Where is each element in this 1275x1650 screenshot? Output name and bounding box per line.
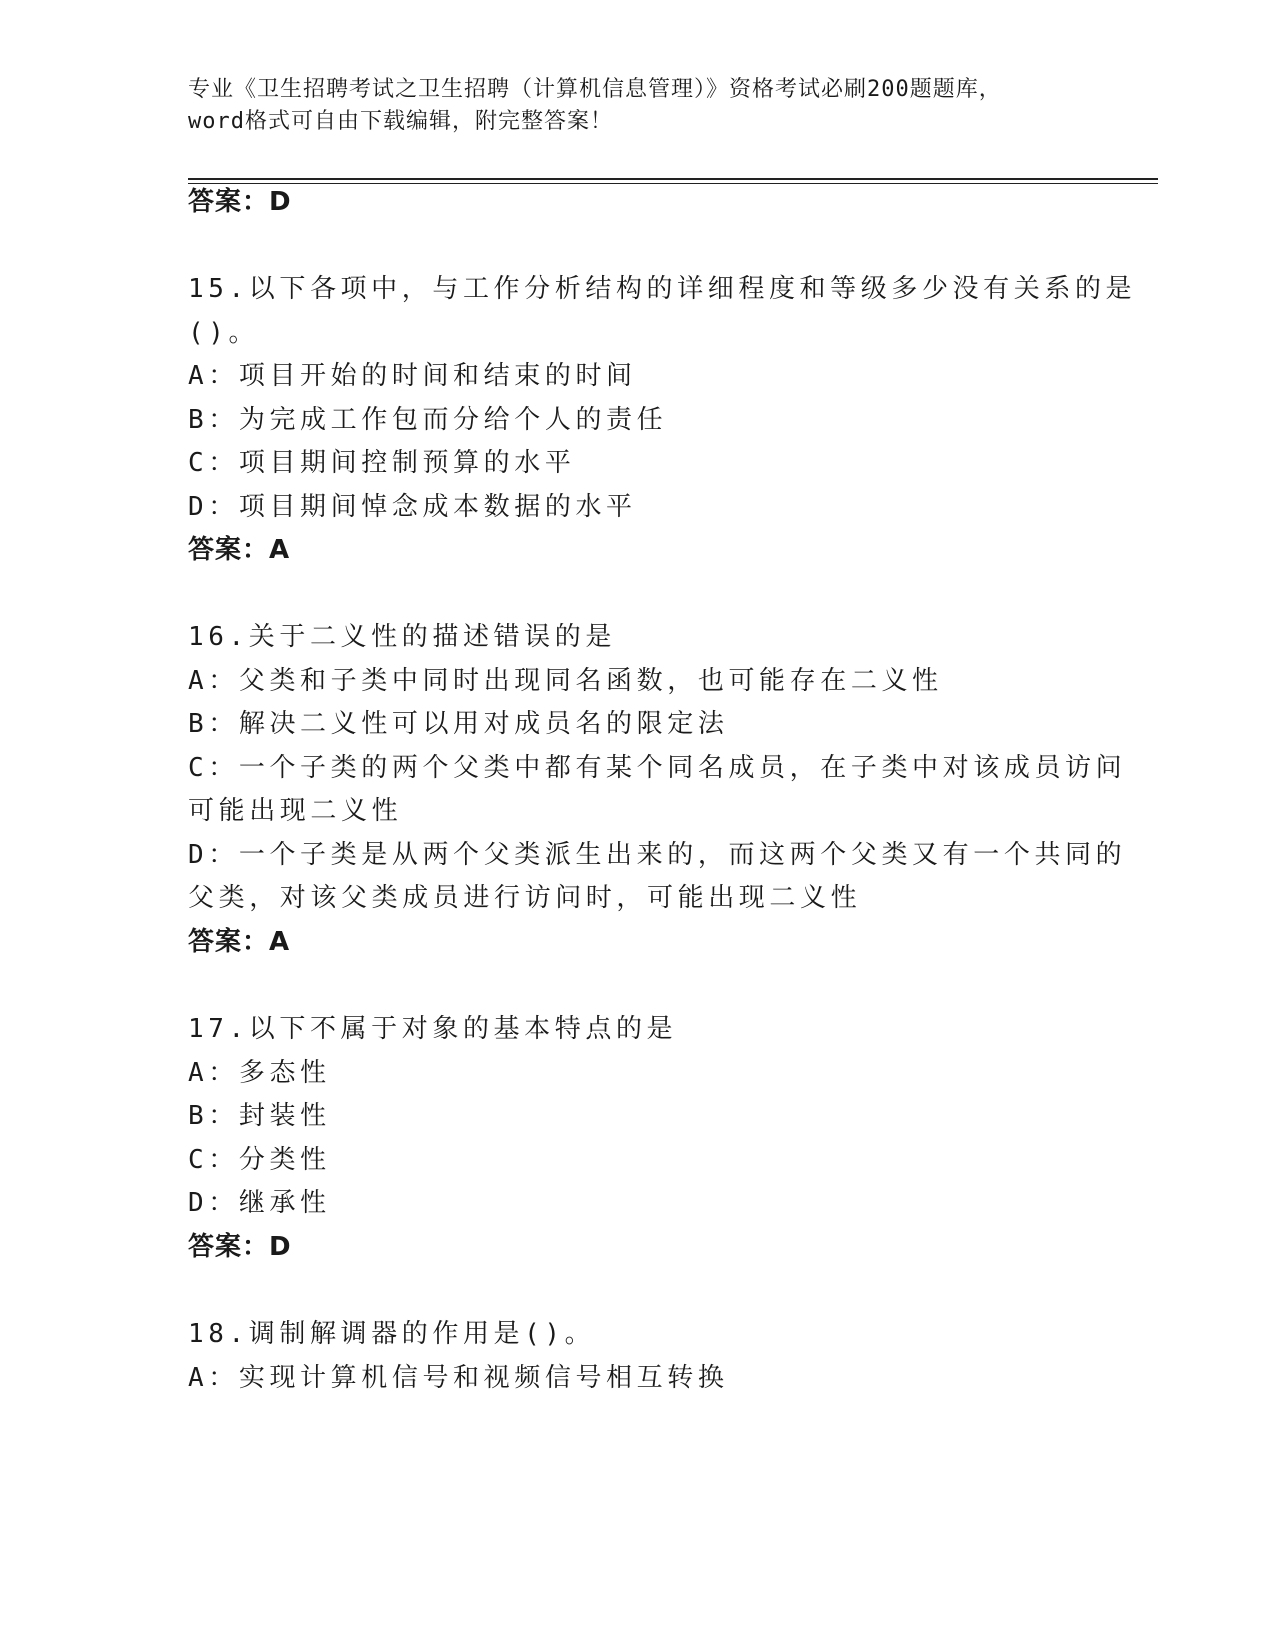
q15-stem-line-2: ()。	[188, 318, 260, 348]
q16-stem: 16.关于二义性的描述错误的是	[188, 622, 616, 652]
q16-option-b: B：解决二义性可以用对成员名的限定法	[188, 709, 729, 739]
header-line-2: word格式可自由下载编辑，附完整答案！	[188, 109, 613, 134]
q16-answer: 答案：A	[188, 927, 291, 957]
q16-option-c-line-2: 可能出现二义性	[188, 796, 403, 826]
header-line-1: 专业《卫生招聘考试之卫生招聘（计算机信息管理）》资格考试必刷200题题库，	[188, 77, 1002, 102]
q15-option-c: C：项目期间控制预算的水平	[188, 448, 576, 478]
previous-answer: 答案：D	[188, 187, 292, 217]
q17-option-d: D：继承性	[188, 1188, 331, 1218]
q15-option-d: D：项目期间悼念成本数据的水平	[188, 492, 637, 522]
q15-option-b: B：为完成工作包而分给个人的责任	[188, 405, 668, 435]
q18-stem: 18.调制解调器的作用是()。	[188, 1319, 596, 1349]
q16-option-d-line-1: D：一个子类是从两个父类派生出来的，而这两个父类又有一个共同的	[188, 840, 1127, 870]
q15-option-a: A：项目开始的时间和结束的时间	[188, 361, 637, 391]
q16-option-d-line-2: 父类，对该父类成员进行访问时，可能出现二义性	[188, 883, 862, 913]
q17-stem: 17.以下不属于对象的基本特点的是	[188, 1014, 678, 1044]
q16-option-a: A：父类和子类中同时出现同名函数，也可能存在二义性	[188, 666, 943, 696]
q17-option-a: A：多态性	[188, 1058, 331, 1088]
header-rule-thin	[188, 183, 1158, 184]
q17-option-c: C：分类性	[188, 1145, 331, 1175]
document-header	[188, 74, 1088, 138]
q17-option-b: B：封装性	[188, 1101, 331, 1131]
q17-answer: 答案：D	[188, 1232, 292, 1262]
q18-option-a: A：实现计算机信号和视频信号相互转换	[188, 1363, 729, 1393]
q15-answer: 答案：A	[188, 535, 291, 565]
q16-option-c-line-1: C：一个子类的两个父类中都有某个同名成员，在子类中对该成员访问	[188, 753, 1127, 783]
q15-stem-line-1: 15.以下各项中，与工作分析结构的详细程度和等级多少没有关系的是	[188, 274, 1137, 304]
header-rule-thick	[188, 178, 1158, 180]
